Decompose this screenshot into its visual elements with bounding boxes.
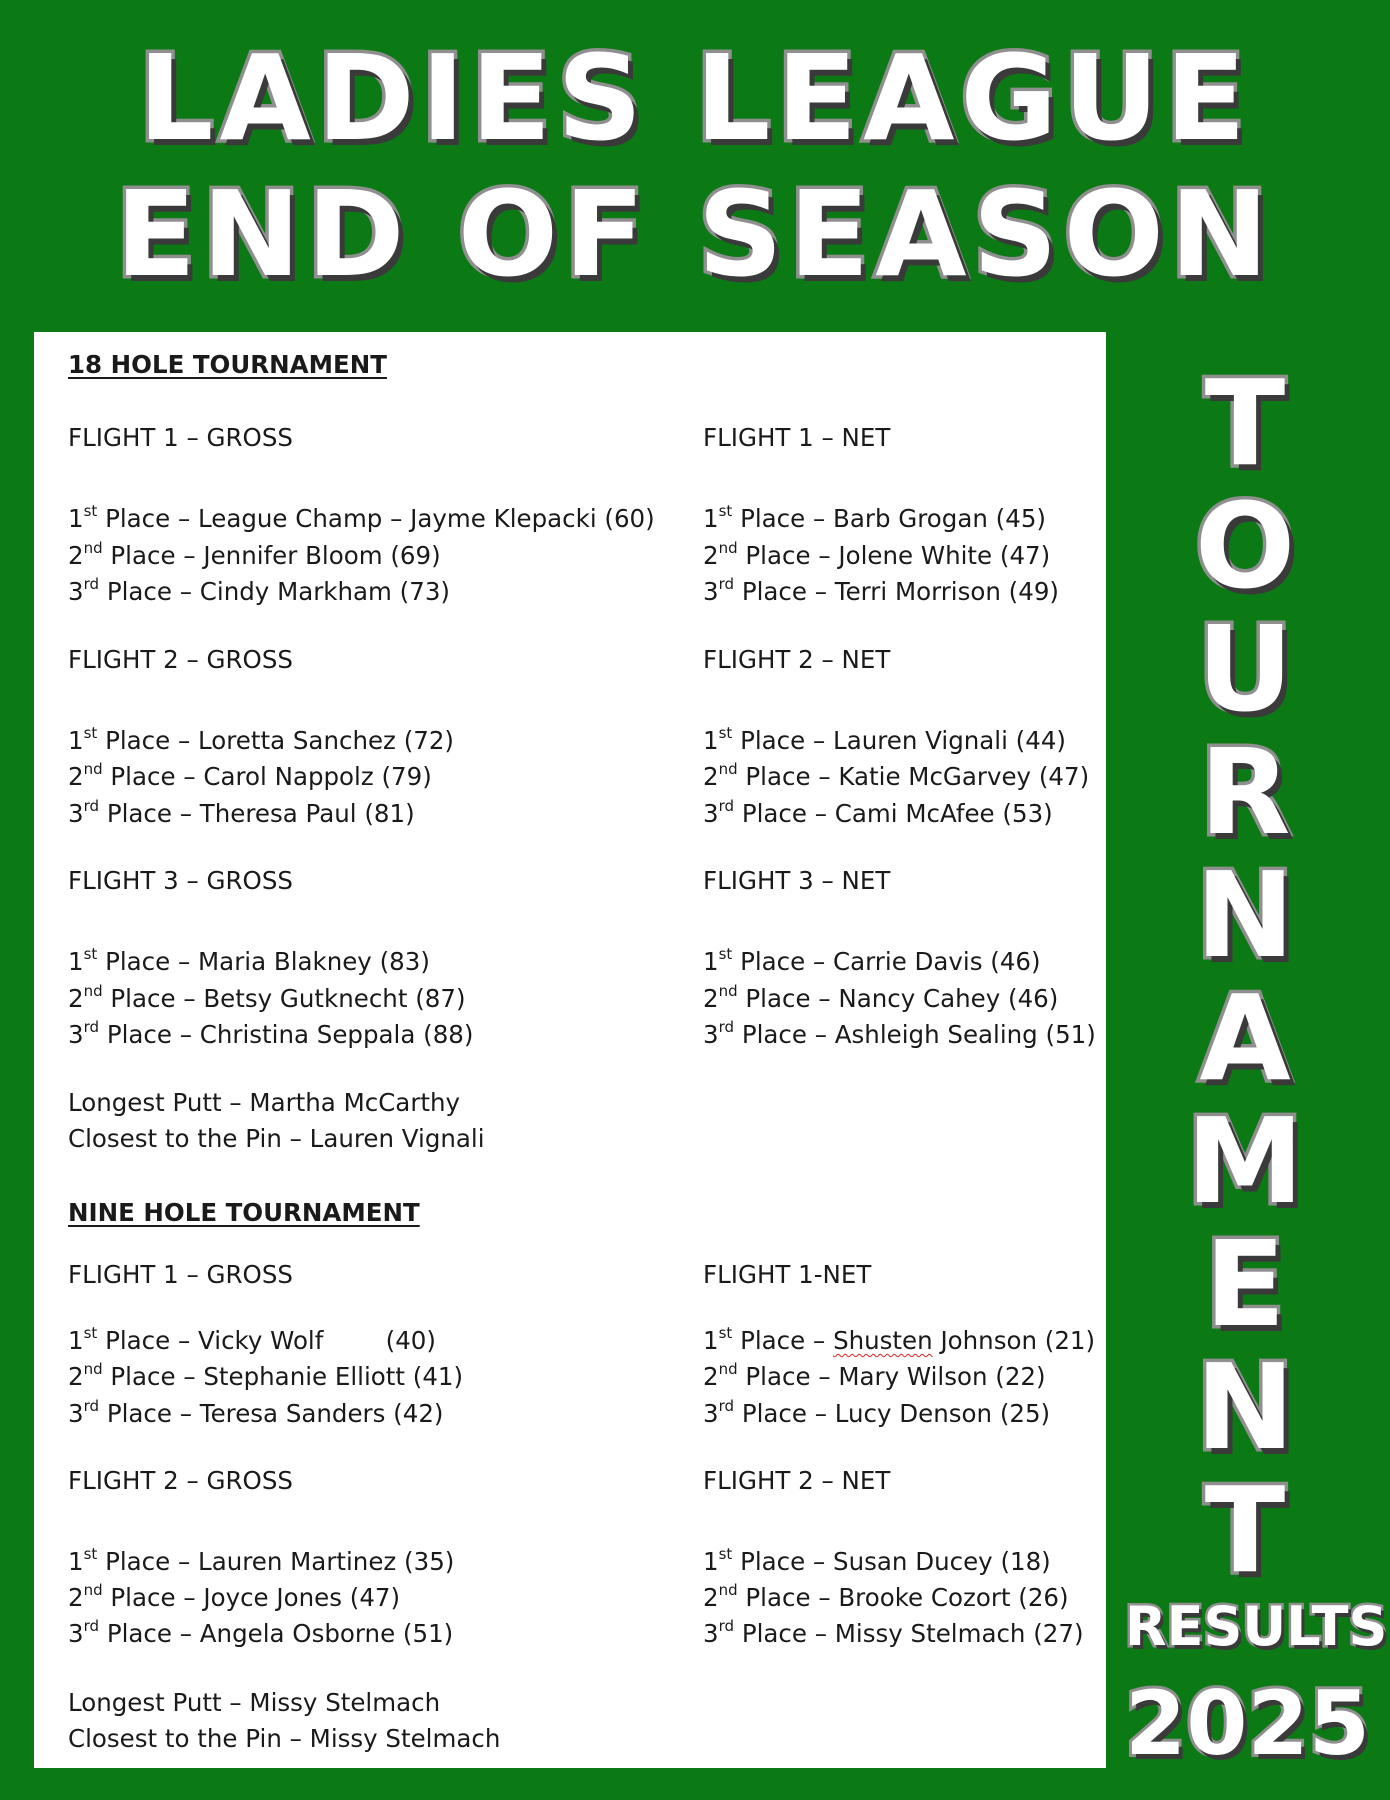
flight-heading: FLIGHT 2 – NET [703,645,891,674]
flight-heading: FLIGHT 3 – GROSS [68,866,293,895]
flight-heading: FLIGHT 1 – NET [703,423,891,452]
result-row: 3rd Place – Cindy Markham (73) [68,575,450,607]
flight-heading: FLIGHT 2 – GROSS [68,1466,293,1495]
result-row: 3rd Place – Lucy Denson (25) [703,1397,1051,1429]
result-row: 1st Place – Shusten Johnson (21) [703,1324,1096,1356]
flight-heading: FLIGHT 1 – GROSS [68,1260,293,1289]
result-row: 3rd Place – Christina Seppala (88) [68,1018,474,1050]
result-row: 1st Place – Vicky Wolf (40) [68,1324,436,1356]
vertical-letter: O [1194,477,1296,615]
flight-heading: FLIGHT 1 – GROSS [68,423,293,452]
section-heading-nine-hole: NINE HOLE TOURNAMENT [68,1198,420,1227]
result-row: 3rd Place – Angela Osborne (51) [68,1617,454,1649]
result-row: 1st Place – League Champ – Jayme Klepacki (60) [68,502,655,534]
closest-to-pin: Closest to the Pin – Missy Stelmach [68,1724,501,1753]
result-row: 3rd Place – Theresa Paul (81) [68,797,415,829]
banner-line-2: END OF SEASON [115,165,1275,303]
result-row: 1st Place – Carrie Davis (46) [703,945,1041,977]
flight-heading: FLIGHT 2 – GROSS [68,645,293,674]
result-row: 2nd Place – Katie McGarvey (47) [703,760,1090,792]
result-row: 1st Place – Barb Grogan (45) [703,502,1046,534]
result-row: 1st Place – Lauren Vignali (44) [703,724,1066,756]
result-row: 2nd Place – Carol Nappolz (79) [68,760,432,792]
result-row: 3rd Place – Missy Stelmach (27) [703,1617,1084,1649]
results-label: RESULTS [1125,1595,1388,1658]
banner-title [0,30,1390,302]
result-row: 3rd Place – Teresa Sanders (42) [68,1397,444,1429]
year-label: 2025 [1125,1672,1370,1775]
vertical-tournament-word [1165,354,1325,1599]
result-row: 2nd Place – Mary Wilson (22) [703,1360,1046,1392]
flight-heading: FLIGHT 3 – NET [703,866,891,895]
vertical-letter: M [1186,1092,1304,1230]
result-row: 1st Place – Susan Ducey (18) [703,1545,1051,1577]
vertical-letter: N [1195,846,1295,984]
result-row: 3rd Place – Cami McAfee (53) [703,797,1053,829]
flight-heading: FLIGHT 1-NET [703,1260,872,1289]
closest-to-pin: Closest to the Pin – Lauren Vignali [68,1124,485,1153]
result-row: 2nd Place – Jolene White (47) [703,539,1051,571]
result-row: 2nd Place – Jennifer Bloom (69) [68,539,441,571]
longest-putt: Longest Putt – Missy Stelmach [68,1688,441,1717]
vertical-letter: E [1204,1215,1286,1353]
vertical-letter: N [1195,1338,1295,1476]
result-row: 2nd Place – Betsy Gutknecht (87) [68,982,466,1014]
results-sheet [34,332,1106,1768]
result-row: 1st Place – Maria Blakney (83) [68,945,430,977]
spellcheck-flagged-name: Shusten [833,1326,933,1356]
vertical-letter: R [1199,723,1291,861]
result-row: 2nd Place – Brooke Cozort (26) [703,1581,1069,1613]
vertical-letter: T [1204,354,1286,492]
longest-putt: Longest Putt – Martha McCarthy [68,1088,461,1117]
result-row: 1st Place – Loretta Sanchez (72) [68,724,454,756]
result-row: 2nd Place – Nancy Cahey (46) [703,982,1059,1014]
vertical-letter: U [1197,600,1293,738]
result-row: 1st Place – Lauren Martinez (35) [68,1545,455,1577]
banner-line-1: LADIES LEAGUE [138,29,1252,167]
flight-heading: FLIGHT 2 – NET [703,1466,891,1495]
section-heading-18-hole: 18 HOLE TOURNAMENT [68,350,387,379]
result-row: 2nd Place – Stephanie Elliott (41) [68,1360,464,1392]
result-row: 2nd Place – Joyce Jones (47) [68,1581,401,1613]
result-row: 3rd Place – Ashleigh Sealing (51) [703,1018,1096,1050]
result-row: 3rd Place – Terri Morrison (49) [703,575,1059,607]
vertical-letter: A [1199,969,1291,1107]
vertical-letter: T [1204,1461,1286,1599]
